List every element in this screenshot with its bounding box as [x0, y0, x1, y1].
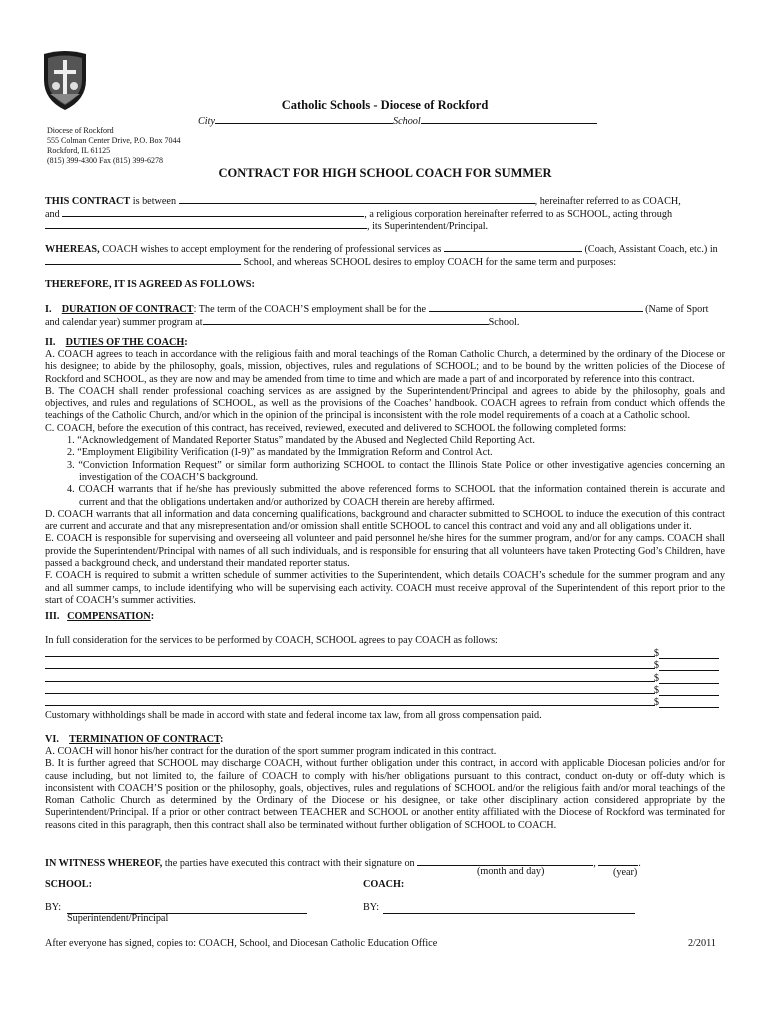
school-label: School: [392, 116, 421, 127]
section-2-item-b: B. The COACH shall render professional coaching services as are assigned by the Superintendent/Principal and agrees to abide by the philosophy, goals and objectives, and rules and regulations of SCHOOL, as well as the provisions of the Coaches’ handbook. COACH agrees to refrain from conduct which offends the teachings of the Catholic Church, and/or which in the opinion of the principal is inconsistent with the role model requirements of a coach at a Catholic school.: [45, 385, 725, 422]
compensation-row: [45, 671, 725, 683]
superintendent-text: , its Superintendent/Principal.: [367, 221, 489, 232]
section-6-heading: TERMINATION OF CONTRACT: [69, 734, 220, 745]
dollar-sign: $: [653, 660, 659, 672]
compensation-description-field[interactable]: [45, 705, 655, 706]
section-6-number: VI.: [45, 734, 59, 745]
this-contract-label: THIS CONTRACT: [45, 196, 131, 207]
section-1-text-3: and calendar year) summer program at: [45, 317, 203, 328]
section-6-item-b: B. It is further agreed that SCHOOL may discharge COACH, without further obligation under this contract, in accord with applicable Diocesan policies and/or for cause including, but not limited to, the failure of COACH to comply with his/her obligations pursuant to this contract, conduct on-duty or off-duty which is inconsistent with COACH’S position or the philosophy, goals, objectives, rules and regulations of SCHOOL and/or the religious faith and/or moral teachings of the Roman Catholic Church as determined by the Ordinary of the Diocese or his designee, or take other disciplinary action considered appropriate by the Superintendent/Principal. If a prior or other contract between TEACHER and SCHOOL or another entity affiliated with the Diocese of Rockford was terminated for reasons cited in this paragraph, then this contract shall also be terminated without further obligation of SCHOOL to COACH.: [45, 758, 725, 831]
and-text: and: [45, 209, 63, 220]
city-label: City: [198, 116, 215, 127]
section-1-line-2: [45, 315, 519, 330]
section-2-body: [45, 349, 725, 607]
compensation-row: [45, 659, 725, 671]
compensation-row: [45, 696, 725, 708]
section-6-item-a: A. COACH will honor his/her contract for the duration of the sport summer program indicated in this contract.: [45, 746, 497, 757]
dollar-sign: $: [653, 648, 659, 660]
compensation-description-field[interactable]: [45, 681, 655, 682]
section-2-item-d: D. COACH warrants that all information and data concerning qualifications, background and character submitted to SCHOOL to induce the execution of this contract are current and accurate and that any misrepresentation and/or omission shall entitle SCHOOL to cancel this contract and void any and all obligations under it.: [45, 508, 725, 533]
signing-date-field[interactable]: [417, 856, 593, 866]
intro-line-3: [45, 219, 488, 234]
section-1-text-2: (Name of Sport: [642, 304, 709, 315]
section-2-c-item-3: 3. “Conviction Information Request” or similar form authorizing SCHOOL to contact the Illinois State Police or other investigative agencies concerning an investigation of the COACH’S background.: [67, 459, 725, 483]
year-caption: (year): [613, 867, 638, 878]
revision-date: 2/2011: [688, 938, 716, 949]
document-title: CONTRACT FOR HIGH SCHOOL COACH FOR SUMMER: [218, 166, 552, 180]
coach-signature-label: COACH:: [363, 879, 405, 890]
section-2-item-c: C. COACH, before the execution of this contract, has received, reviewed, executed and delivered to SCHOOL the following completed forms:: [45, 422, 627, 434]
therefore-heading: THEREFORE, IT IS AGREED AS FOLLOWS:: [45, 279, 255, 290]
section-2-item-f: F. COACH is required to submit a written schedule of summer activities to the Superintendent, which details COACH’s schedule for the summer program and any and all summer camps, to include identifying who will be supervising each activity. COACH must receive approval of the Superintendent of this report prior to the start of COACH’s summer activities.: [45, 570, 725, 606]
whereas-line-2: [45, 255, 616, 270]
whereas-text-1: COACH wishes to accept employment for the rendering of professional services as: [99, 244, 444, 255]
whereas-label: WHEREAS,: [45, 244, 100, 255]
withholding-note: Customary withholdings shall be made in accord with state and federal income tax law, from all gross compensation paid.: [45, 710, 542, 721]
section-1-heading: DURATION OF CONTRACT: [61, 304, 194, 315]
superintendent-caption: Superintendent/Principal: [67, 913, 169, 924]
compensation-intro: In full consideration for the services to be performed by COACH, SCHOOL agrees to pay COACH as follows:: [45, 635, 498, 646]
dollar-sign: $: [653, 684, 659, 696]
section-6-body: [45, 746, 725, 832]
section-2-heading: DUTIES OF THE COACH: [65, 337, 185, 348]
is-between-text: is between: [130, 196, 179, 207]
compensation-amount-field[interactable]: [659, 707, 719, 708]
diocese-address-line-4: (815) 399-4300 Fax (815) 399-6278: [47, 156, 163, 165]
section-2-item-e: E. COACH is responsible for supervising and overseeing all volunteer and paid personnel he/she hires for the summer program, and/or for any camps. COACH shall provide the Superintendent/Principal with names of all such individuals, and is responsible for ensuring that all volunteers have taken Protecting God’s Children, have passed a background check, and understand their mandated reporter status.: [45, 533, 725, 570]
compensation-description-field[interactable]: [45, 668, 655, 669]
header-title: Catholic Schools - Diocese of Rockford: [281, 98, 489, 112]
compensation-lines: [45, 647, 725, 708]
section-2-c-item-1: 1. “Acknowledgement of Mandated Reporter Status” mandated by the Abused and Neglected Child Reporting Act.: [67, 435, 535, 447]
section-2-header: II. DUTIES OF THE COACH:: [45, 337, 188, 348]
whereas-text-3: School, and whereas SCHOOL desires to employ COACH for the same term and purposes:: [241, 257, 617, 268]
section-3-number: III.: [45, 611, 60, 622]
religious-corp-text: , a religious corporation hereinafter referred to as SCHOOL, acting through: [364, 209, 673, 220]
section-1-number: I.: [45, 304, 52, 315]
coach-name-field[interactable]: [179, 194, 535, 204]
dollar-sign: $: [653, 672, 659, 684]
school-field[interactable]: [421, 114, 597, 124]
diocese-address-line-1: Diocese of Rockford: [47, 126, 114, 135]
diocese-address-line-2: 555 Colman Center Drive, P.O. Box 7044: [47, 136, 181, 145]
city-school-line: [198, 114, 597, 129]
school-name-field[interactable]: [62, 207, 364, 217]
compensation-row: [45, 684, 725, 696]
coach-by-label: BY:: [363, 902, 380, 913]
whereas-text-2: (Coach, Assistant Coach, etc.) in: [581, 244, 718, 255]
section-2-number: II.: [45, 337, 56, 348]
compensation-row: [45, 647, 725, 659]
dollar-sign: $: [653, 696, 659, 708]
program-location-field[interactable]: [203, 315, 489, 325]
city-field[interactable]: [215, 114, 393, 124]
school-by-label: BY:: [45, 902, 62, 913]
copies-note: After everyone has signed, copies to: COACH, School, and Diocesan Catholic Education Office: [45, 938, 438, 949]
section-2-item-a: A. COACH agrees to teach in accordance with the religious faith and moral teachings of the Roman Catholic Church, a determined by the ordinary of the Diocese or his designee; to abide by the philosophy, goals, mission, objectives, rules and regulations of SCHOOL; and to be bound by the written policies of the Diocese of Rockford and SCHOOL, as they are now and may be amended from time to time and which are made a part of and incorporated by reference into this contract.: [45, 349, 725, 385]
compensation-description-field[interactable]: [45, 693, 655, 694]
witness-line: IN WITNESS WHEREOF, the parties have executed this contract with their signature on , .: [45, 858, 641, 869]
coach-signature-field[interactable]: [383, 912, 635, 914]
section-1-text-1: : The term of the COACH’S employment shall be for the: [193, 304, 429, 315]
hereinafter-coach-text: , hereinafter referred to as COACH,: [534, 196, 681, 207]
position-field[interactable]: [444, 242, 582, 252]
whereas-school-field[interactable]: [45, 255, 241, 265]
compensation-description-field[interactable]: [45, 656, 655, 657]
section-6-header: VI. TERMINATION OF CONTRACT:: [45, 734, 224, 745]
sport-name-field[interactable]: [429, 302, 643, 312]
month-day-caption: (month and day): [477, 866, 545, 877]
signing-year-field[interactable]: [598, 856, 638, 866]
section-2-c-item-4: 4. COACH warrants that if he/she has previously submitted the above referenced forms to SCHOOL that the information contained therein is accurate and current and that the obligations undertaken and/or authorized by COACH therein are hereby affirmed.: [67, 484, 725, 508]
diocese-address-line-3: Rockford, IL 61125: [47, 146, 111, 155]
superintendent-name-field[interactable]: [45, 219, 367, 229]
school-signature-label: SCHOOL:: [45, 879, 92, 890]
witness-text: the parties have executed this contract with their signature on: [162, 858, 418, 869]
section-1-text-4: School.: [488, 317, 520, 328]
section-3-heading: COMPENSATION: [67, 611, 151, 622]
section-2-c-item-2: 2. “Employment Eligibility Verification (I-9)” as mandated by the Immigration Reform and Control Act.: [67, 447, 493, 459]
witness-label: IN WITNESS WHEREOF,: [45, 858, 163, 869]
section-3-header: III. COMPENSATION:: [45, 611, 155, 622]
